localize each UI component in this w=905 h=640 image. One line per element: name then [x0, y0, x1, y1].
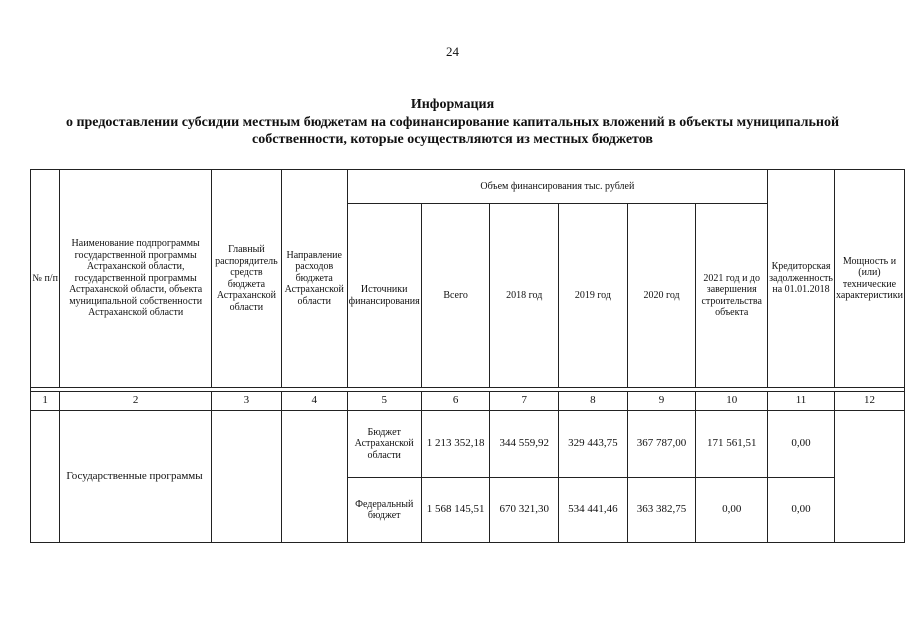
column-number: 6	[421, 392, 490, 411]
document-subtitle: о предоставлении субсидии местным бюджетам на софинансирование капитальных вложений в объекты муниципальной собственности, которые осуществляются из местных бюджетов	[65, 115, 840, 147]
header-total: Всего	[421, 204, 490, 388]
header-2018: 2018 год	[490, 204, 559, 388]
column-number: 9	[627, 392, 696, 411]
financing-table-wrapper	[30, 169, 905, 543]
column-number: 7	[490, 392, 559, 411]
column-number: 5	[347, 392, 421, 411]
cell-total: 1 213 352,18	[421, 411, 490, 478]
column-number: 11	[768, 392, 835, 411]
cell-2018: 344 559,92	[490, 411, 559, 478]
header-row-top	[31, 170, 905, 204]
cell-source: Бюджет Астраханской области	[347, 411, 421, 478]
cell-2018: 670 321,30	[490, 478, 559, 543]
cell-2019: 329 443,75	[559, 411, 628, 478]
cell-debt: 0,00	[768, 411, 835, 478]
cell-direction	[281, 411, 347, 543]
column-number: 2	[60, 392, 212, 411]
header-source: Источники финансирования	[347, 204, 421, 388]
header-financing-group: Объем финансирования тыс. рублей	[347, 170, 767, 204]
header-direction: Направление расходов бюджета Астраханской области	[281, 170, 347, 388]
document-title: Информация	[410, 97, 495, 112]
cell-2019: 534 441,46	[559, 478, 628, 543]
header-2020: 2020 год	[627, 204, 696, 388]
column-number: 12	[834, 392, 904, 411]
cell-2021: 0,00	[696, 478, 768, 543]
cell-source: Федеральный бюджет	[347, 478, 421, 543]
header-2021: 2021 год и до завершения строительства объекта	[696, 204, 768, 388]
cell-2020: 363 382,75	[627, 478, 696, 543]
cell-capacity	[834, 411, 904, 543]
financing-table	[30, 169, 905, 543]
cell-total: 1 568 145,51	[421, 478, 490, 543]
page-number: 24	[446, 44, 459, 59]
program-name: Государственные программы	[60, 411, 212, 543]
cell-2020: 367 787,00	[627, 411, 696, 478]
header-manager: Главный распорядитель средств бюджета Астраханской области	[211, 170, 281, 388]
column-number: 1	[31, 392, 60, 411]
header-name: Наименование подпрограммы государственной программы Астраханской области, государственной программы Астраханской области, объекта муниципальной собственности Астраханской области	[60, 170, 212, 388]
header-capacity: Мощность и (или) технические характеристики	[834, 170, 904, 388]
cell-manager	[211, 411, 281, 543]
column-number-row	[31, 392, 905, 411]
column-number: 8	[559, 392, 628, 411]
header-num: № п/п	[31, 170, 60, 388]
column-number: 10	[696, 392, 768, 411]
cell-2021: 171 561,51	[696, 411, 768, 478]
header-2019: 2019 год	[559, 204, 628, 388]
column-number: 4	[281, 392, 347, 411]
cell-debt: 0,00	[768, 478, 835, 543]
header-debt: Кредиторская задолженность на 01.01.2018	[768, 170, 835, 388]
table-row-regional-budget	[31, 411, 905, 478]
column-number: 3	[211, 392, 281, 411]
cell-num	[31, 411, 60, 543]
